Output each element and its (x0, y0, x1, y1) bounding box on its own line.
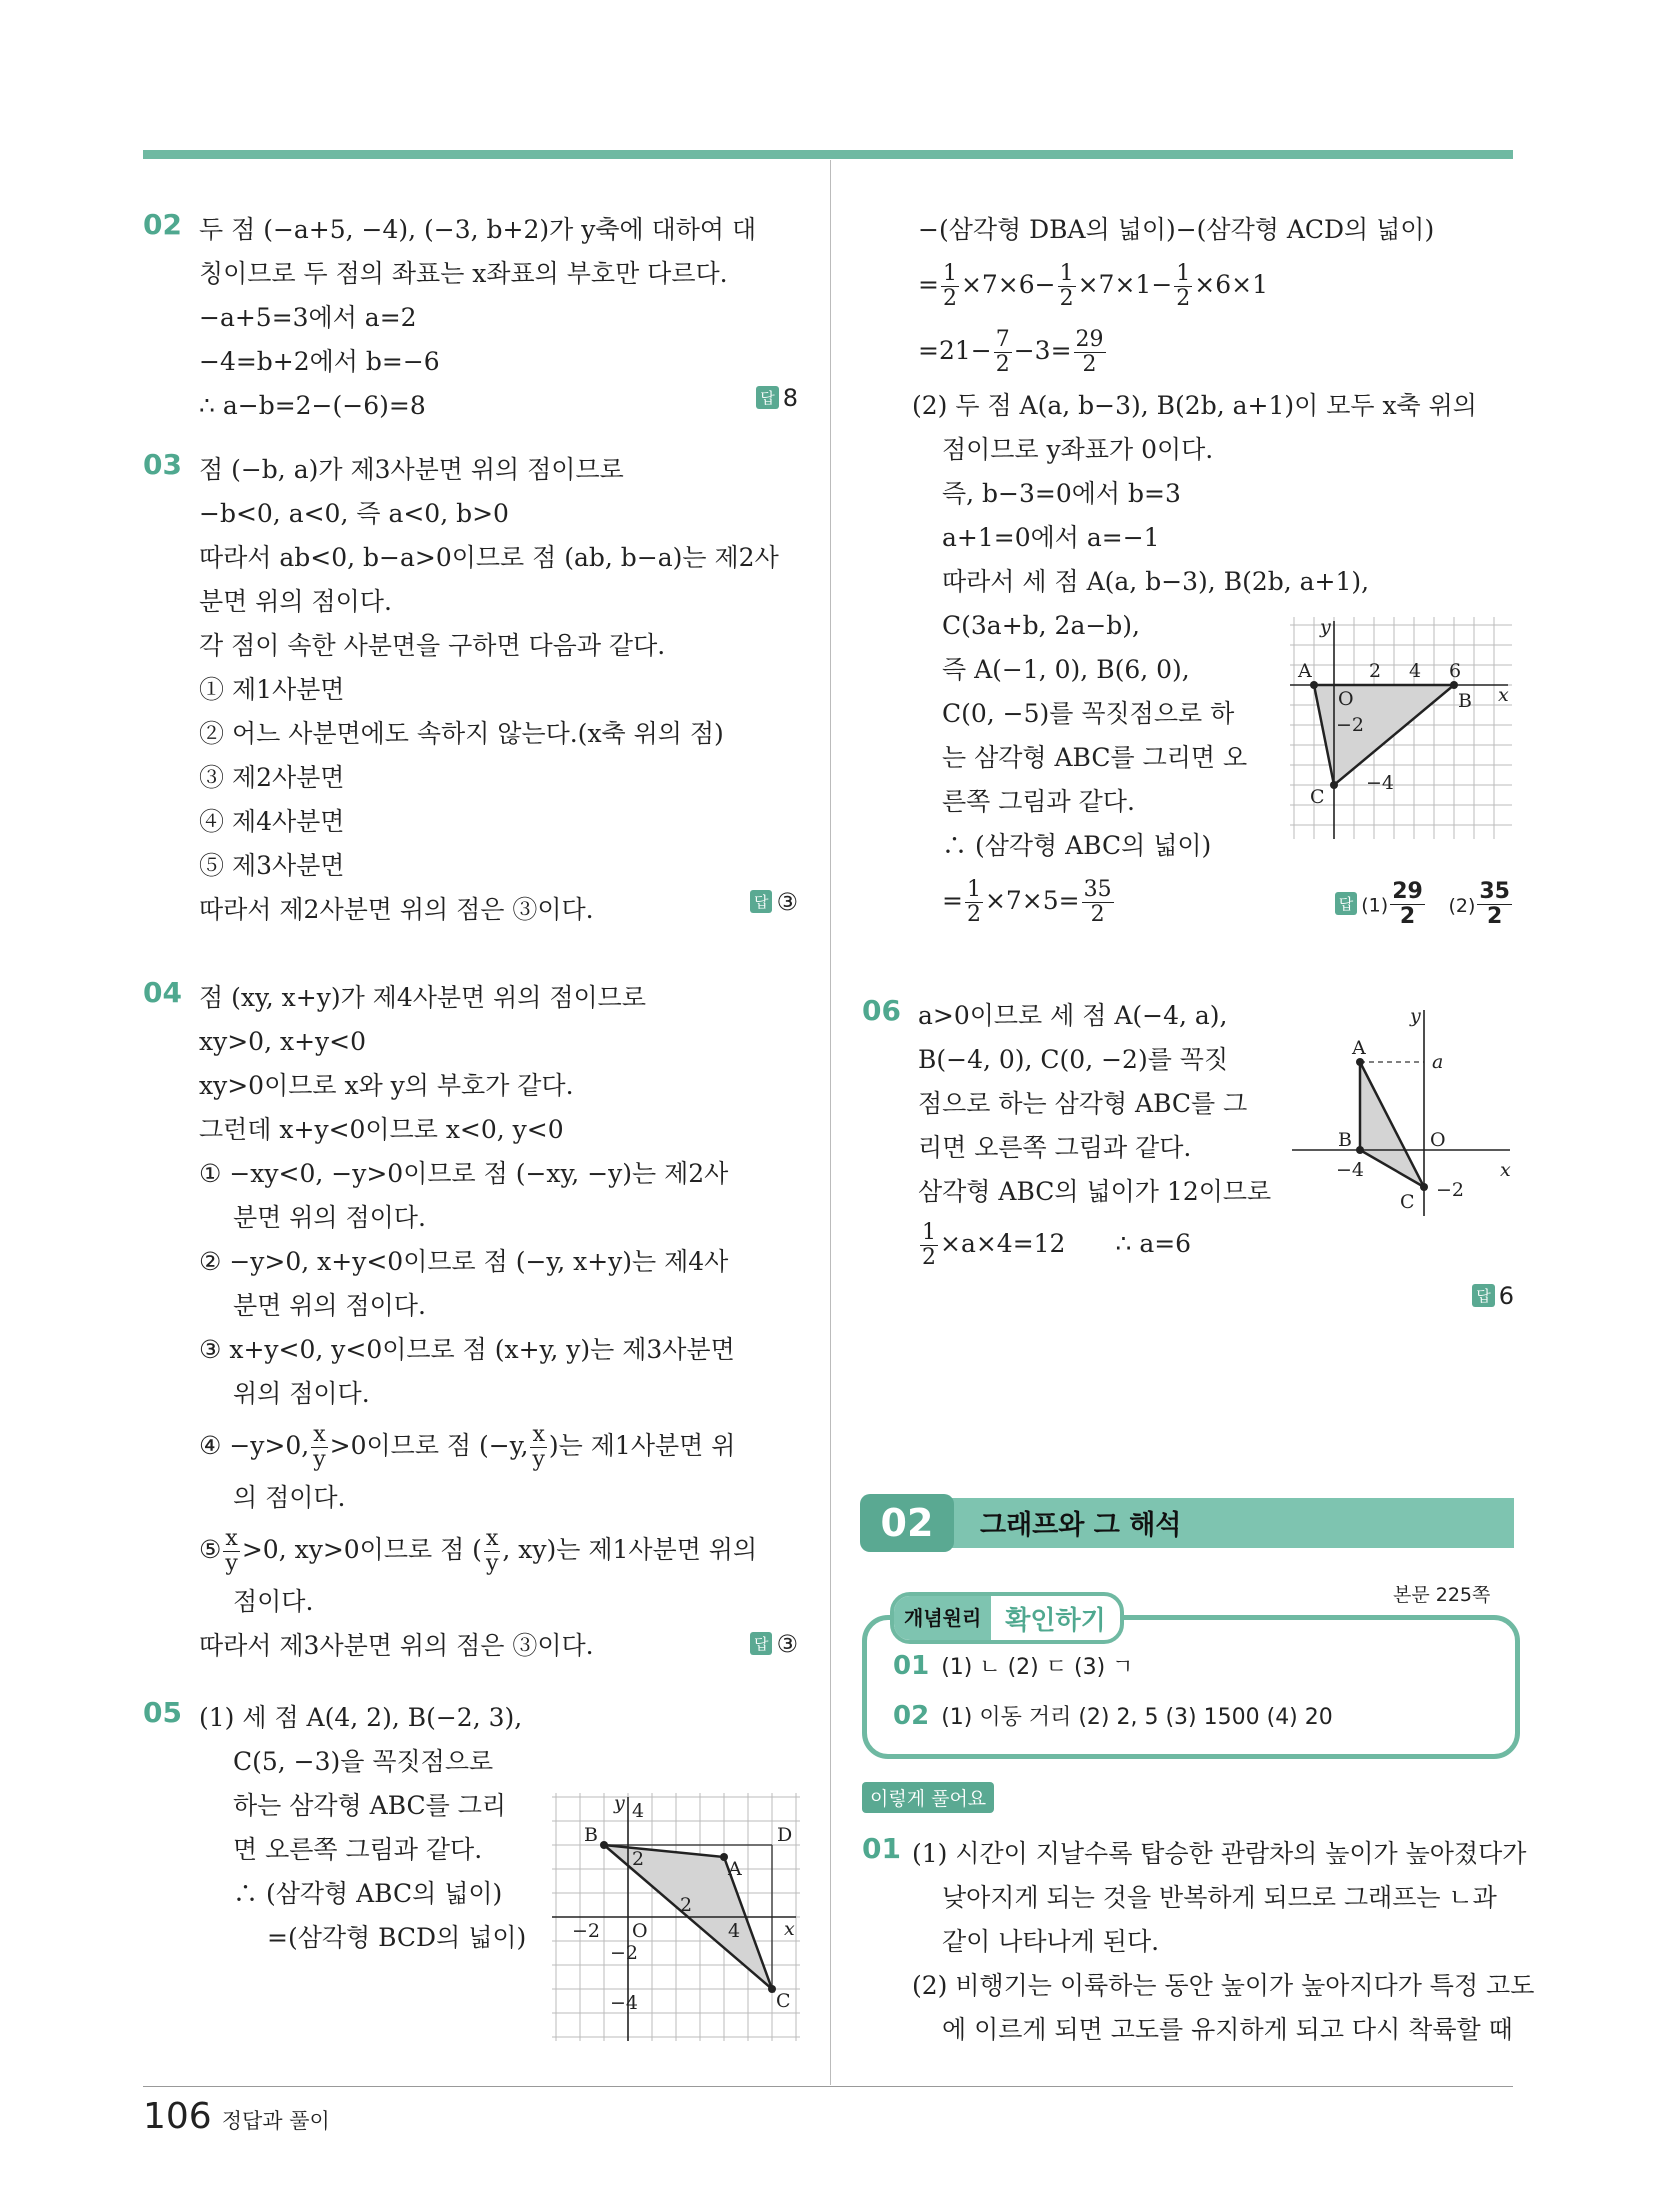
denominator: 2 (995, 352, 1010, 377)
text-line: 리면 오른쪽 그림과 같다. (918, 1133, 1192, 1162)
text-line: 점이다. (233, 1587, 314, 1616)
label-a: A (1352, 1037, 1366, 1059)
left-column (143, 208, 798, 1976)
fraction (484, 1527, 500, 1576)
text-line: (1) 세 점 A(4, 2), B(−2, 3), (199, 1703, 523, 1732)
coordinate-figure-05-2 (1290, 617, 1512, 839)
fraction (920, 1221, 938, 1270)
equation-line (918, 252, 1514, 318)
answer-mark: 답 ③ (750, 1630, 798, 1658)
label-origin: O (632, 1920, 648, 1942)
text-span: (1) (1361, 894, 1389, 917)
text-line: 칭이므로 두 점의 좌표는 x좌표의 부호만 다르다. (199, 259, 728, 288)
text-span: ×6×1 (1194, 270, 1268, 299)
text-span: ×a×4=12 (940, 1229, 1066, 1258)
fraction (994, 328, 1012, 377)
text-line: ∴ (삼각형 ABC의 넓이) (233, 1879, 503, 1908)
text-line: 의 점이다. (233, 1483, 346, 1512)
fraction (1174, 262, 1192, 311)
footer-title: 정답과 풀이 (221, 2109, 330, 2133)
answer-mark: 답 8 (756, 384, 798, 412)
text-line: ⑤ 제3사분면 (199, 851, 345, 880)
text-line: a+1=0에서 a=−1 (942, 523, 1160, 552)
text-line: a>0이므로 세 점 A(−4, a), (918, 1001, 1228, 1030)
problem-number: 03 (143, 448, 182, 481)
answer-value: 6 (1498, 1282, 1514, 1310)
text-span: , xy)는 제1사분면 위의 (502, 1535, 758, 1564)
fraction (1082, 878, 1114, 927)
triangle-fill (1314, 685, 1454, 785)
concept-row-01 (893, 1650, 1133, 1681)
denominator: 2 (942, 286, 957, 311)
text-line: ∴ (삼각형 ABC의 넓이) (942, 831, 1212, 860)
denominator: y (485, 1551, 499, 1576)
text-span: =21− (918, 336, 992, 365)
concept-check-tab (890, 1592, 1124, 1644)
answer-mark: 답 6 (1472, 1282, 1514, 1310)
text-line: 각 점이 속한 사분면을 구하면 다음과 같다. (199, 631, 666, 660)
text-line: 면 오른쪽 그림과 같다. (233, 1835, 483, 1864)
text-line: ③ x+y<0, y<0이므로 점 (x+y, y)는 제3사분면 (199, 1335, 735, 1364)
label-a: A (728, 1858, 742, 1880)
text-line: (2) 두 점 A(a, b−3), B(2b, a+1)이 모두 x축 위의 (912, 391, 1477, 420)
label-b: B (1458, 690, 1472, 712)
numerator: 35 (1479, 879, 1510, 904)
text-line: ② 어느 사분면에도 속하지 않는다.(x축 위의 점) (199, 719, 724, 748)
text-line: 삼각형 ABC의 넓이가 12이므로 (918, 1177, 1272, 1206)
text-line: xy>0이므로 x와 y의 부호가 같다. (199, 1071, 574, 1100)
numerator: 7 (995, 327, 1010, 352)
text-line: 즉, b−3=0에서 b=3 (942, 479, 1181, 508)
label-x: x (1500, 1159, 1511, 1181)
page-footer (143, 2096, 330, 2137)
text-line: −(삼각형 DBA의 넓이)−(삼각형 ACD의 넓이) (918, 215, 1435, 244)
answer-mark: 답 ③ (750, 888, 798, 916)
problem-number: 01 (862, 1832, 901, 1865)
text-line: C(0, −5)를 꼭짓점으로 하 (942, 699, 1235, 728)
denominator: 2 (1082, 352, 1097, 377)
problem-number: 02 (143, 208, 182, 241)
coordinate-figure-06 (1292, 1000, 1514, 1216)
text-line: −a+5=3에서 a=2 (199, 303, 417, 332)
text-line: B(−4, 0), C(0, −2)를 꼭짓 (918, 1045, 1229, 1074)
section-title: 그래프와 그 해석 (980, 1510, 1182, 1541)
text-line: 따라서 세 점 A(a, b−3), B(2b, a+1), (942, 567, 1370, 596)
row-number: 02 (893, 1701, 930, 1731)
text-line: 점 (−b, a)가 제3사분면 위의 점이므로 (199, 455, 624, 484)
text-line: 에 이르게 되면 고도를 유지하게 되고 다시 착륙할 때 (942, 2015, 1513, 2044)
fraction (1074, 328, 1106, 377)
text-line: ① 제1사분면 (199, 675, 345, 704)
tick-label: 2 (1369, 660, 1382, 682)
text-span: ×7×1− (1077, 270, 1173, 299)
problem-number: 06 (862, 994, 901, 1027)
label-c: C (776, 1990, 791, 2012)
fraction (965, 878, 983, 927)
text-line: 하는 삼각형 ABC를 그리 (233, 1791, 507, 1820)
problem-number: 05 (143, 1696, 182, 1729)
label-b: B (1338, 1129, 1352, 1151)
text-span: >0이므로 점 (−y, (329, 1431, 529, 1460)
problem-02 (143, 208, 798, 420)
text-span: −3= (1013, 336, 1072, 365)
page-reference: 본문 225쪽 (1393, 1584, 1491, 1606)
tick-label: −2 (1336, 714, 1365, 736)
solution-01 (862, 1832, 1535, 2052)
denominator: 2 (922, 1245, 936, 1270)
numerator: x (484, 1527, 500, 1552)
text-line: 위의 점이다. (233, 1379, 370, 1408)
tick-label: −2 (572, 1920, 601, 1942)
tick-label: 6 (1449, 660, 1462, 682)
numerator: 35 (1083, 877, 1112, 902)
problem-number: 04 (143, 976, 182, 1009)
text-line: 그런데 x+y<0이므로 x<0, y<0 (199, 1115, 564, 1144)
text-line: 따라서 제3사분면 위의 점은 ③이다. (199, 1631, 594, 1660)
text-line: ④ 제4사분면 (199, 807, 345, 836)
text-line (199, 1520, 798, 1580)
denominator: y (313, 1447, 326, 1472)
text-line: xy>0, x+y<0 (199, 1027, 366, 1056)
text-line: 점이므로 y좌표가 0이다. (942, 435, 1214, 464)
text-line: −4=b+2에서 b=−6 (199, 347, 440, 376)
numerator: 1 (922, 1220, 936, 1245)
text-line: 른쪽 그림과 같다. (942, 787, 1135, 816)
text-line: 두 점 (−a+5, −4), (−3, b+2)가 y축에 대하여 대 (199, 215, 757, 244)
section-header-bar (862, 1498, 1514, 1548)
footer-rule (143, 2086, 1513, 2087)
text-span: (2) (1448, 894, 1476, 917)
numerator: 1 (1176, 261, 1191, 286)
label-a-value: a (1432, 1051, 1444, 1073)
answer-mark-05: 답 (1) $\frac{29}{2}$ (2) $\frac{35}{2}$ (1335, 880, 1514, 929)
numerator: x (223, 1527, 239, 1552)
text-line: 같이 나타나게 된다. (942, 1927, 1160, 1956)
section-number-badge: 02 (860, 1494, 954, 1552)
text-line: 점으로 하는 삼각형 ABC를 그 (918, 1089, 1248, 1118)
column-divider (830, 160, 831, 2085)
text-line: −b<0, a<0, 즉 a<0, b>0 (199, 499, 509, 528)
fraction (1477, 880, 1512, 929)
text-span: = (942, 886, 963, 915)
text-line: ② −y>0, x+y<0이므로 점 (−y, x+y)는 제4사 (199, 1247, 729, 1276)
label-c: C (1400, 1191, 1415, 1213)
tick-label: 4 (1409, 660, 1422, 682)
solution-tag: 이렇게 풀어요 (862, 1782, 994, 1813)
numerator: x (530, 1423, 546, 1448)
text-span: )는 제1사분면 위 (548, 1431, 736, 1460)
tick-label: 2 (632, 1848, 645, 1870)
label-y: y (1320, 617, 1331, 638)
fraction (311, 1423, 327, 1472)
numerator: 29 (1075, 327, 1104, 352)
text-line: ① −xy<0, −y>0이므로 점 (−xy, −y)는 제2사 (199, 1159, 729, 1188)
row-number: 01 (893, 1651, 930, 1681)
row-text: (1) ㄴ (2) ㄷ (3) ㄱ (941, 1655, 1134, 1680)
tick-label: −4 (610, 1992, 639, 2014)
tick-label: 4 (728, 1920, 741, 1942)
label-y: y (1410, 1005, 1421, 1027)
label-b: B (584, 1824, 598, 1846)
text-span: ④ −y>0, (199, 1431, 310, 1460)
tick-label: 2 (680, 1894, 693, 1916)
denominator: 2 (1176, 286, 1191, 311)
label-d: D (777, 1824, 793, 1846)
text-line: C(3a+b, 2a−b), (942, 611, 1140, 640)
text-line: 점 (xy, x+y)가 제4사분면 위의 점이므로 (199, 983, 646, 1012)
numerator: x (311, 1423, 327, 1448)
answer-value: ③ (776, 1630, 798, 1658)
text-line: 따라서 제2사분면 위의 점은 ③이다. (199, 895, 594, 924)
top-accent-bar (143, 150, 1513, 159)
tab-label-concept: 개념원리 (894, 1596, 991, 1640)
denominator: 2 (966, 902, 981, 927)
text-line: 분면 위의 점이다. (199, 587, 392, 616)
label-x: x (1498, 684, 1509, 706)
answer-value: 8 (782, 384, 798, 412)
numerator: 1 (1059, 261, 1074, 286)
label-origin: O (1430, 1129, 1446, 1151)
text-line: ③ 제2사분면 (199, 763, 345, 792)
numerator: 1 (966, 877, 981, 902)
tick-label: −4 (1336, 1159, 1365, 1181)
equation-line (918, 318, 1514, 384)
label-x: x (784, 1918, 795, 1940)
text-span: >0, xy>0이므로 점 ( (241, 1535, 482, 1564)
text-span: ∴ a=6 (1115, 1229, 1192, 1258)
fraction (941, 262, 959, 311)
text-span: ×7×5= (984, 886, 1080, 915)
fraction (1390, 880, 1425, 929)
numerator: 29 (1392, 879, 1423, 904)
text-line: 분면 위의 점이다. (233, 1203, 426, 1232)
text-span: ⑤ (199, 1535, 222, 1564)
text-line: 즉 A(−1, 0), B(6, 0), (942, 655, 1190, 684)
label-y: y (614, 1793, 625, 1814)
text-line: 낮아지게 되는 것을 반복하게 되므로 그래프는 ㄴ과 (942, 1883, 1497, 1912)
denominator: y (225, 1551, 238, 1576)
denominator: y (532, 1447, 545, 1472)
row-text: (1) 이동 거리 (2) 2, 5 (3) 1500 (4) 20 (941, 1705, 1333, 1730)
text-span: = (918, 270, 939, 299)
text-line: =(삼각형 BCD의 넓이) (267, 1923, 527, 1952)
fraction (530, 1423, 546, 1472)
problem-04 (143, 976, 798, 1676)
label-c: C (1310, 786, 1325, 808)
label-origin: O (1338, 688, 1354, 710)
tick-label: −4 (1366, 772, 1395, 794)
fraction (1058, 262, 1076, 311)
text-line: (2) 비행기는 이륙하는 동안 높이가 높아지다가 특정 고도 (912, 1971, 1535, 2000)
text-line: 따라서 ab<0, b−a>0이므로 점 (ab, b−a)는 제2사 (199, 543, 779, 572)
denominator: 2 (1090, 902, 1105, 927)
tick-label: −2 (1436, 1179, 1465, 1201)
text-line: 분면 위의 점이다. (233, 1291, 426, 1320)
text-line: (1) 시간이 지날수록 탑승한 관람차의 높이가 높아졌다가 (912, 1839, 1527, 1868)
coordinate-figure-05-1 (552, 1793, 800, 2041)
denominator: 2 (1399, 904, 1416, 929)
denominator: 2 (1059, 286, 1074, 311)
answer-value: ③ (776, 888, 798, 916)
problem-03 (143, 448, 798, 936)
numerator: 1 (942, 261, 957, 286)
tick-label: −2 (610, 1942, 639, 1964)
denominator: 2 (1487, 904, 1503, 929)
text-line: C(5, −3)을 꼭짓점으로 (233, 1747, 494, 1776)
concept-row-02 (893, 1700, 1333, 1731)
text-line (199, 1416, 798, 1476)
text-line: ∴ a−b=2−(−6)=8 (199, 391, 426, 420)
equation-line (918, 1214, 1514, 1274)
label-a: A (1298, 660, 1312, 682)
tick-label: 4 (632, 1800, 645, 1822)
text-line: 는 삼각형 ABC를 그리면 오 (942, 743, 1248, 772)
fraction (223, 1527, 239, 1576)
text-span: ×7×6− (960, 270, 1056, 299)
tab-label-check: 확인하기 (1005, 1605, 1106, 1636)
page-number: 106 (143, 2096, 212, 2137)
